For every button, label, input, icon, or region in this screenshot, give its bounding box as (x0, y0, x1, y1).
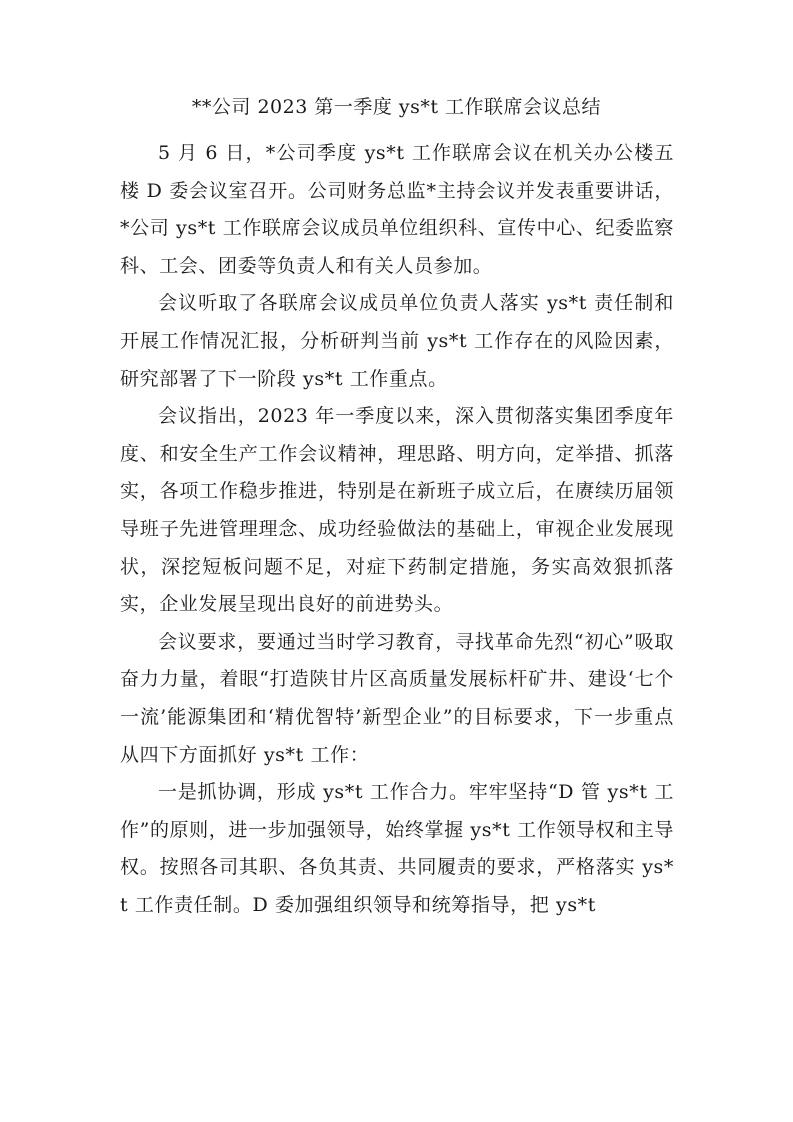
paragraph-point-one: 一是抓协调，形成 ys*t 工作合力。牢牢坚持“D 管 ys*t 工作”的原则，进一步加强领导，始终掌握 ys*t 工作领导权和主导权。按照各司其职、各负其责、共同履责的要求，严格落实 ys*t 工作责任制。D 委加强组织领导和统筹指导，把 ys*t (120, 781, 674, 916)
document-body (120, 135, 674, 924)
paragraph-reports: 会议听取了各联席会议成员单位负责人落实 ys*t 责任制和开展工作情况汇报，分析研判当前 ys*t 工作存在的风险因素，研究部署了下一阶段 ys*t 工作重点。 (120, 292, 674, 390)
paragraph-meeting-intro: 5 月 6 日，*公司季度 ys*t 工作联席会议在机关办公楼五楼 D 委会议室召开。公司财务总监*主持会议并发表重要讲话，*公司 ys*t 工作联席会议成员单位组织科、宣传中心、纪委监察科、工会、团委等负责人和有关人员参加。 (120, 142, 674, 277)
paragraph-requirements: 会议要求，要通过当时学习教育，寻找革命先烈“初心”吸取奋力力量，着眼“打造陕甘片区高质量发展标杆矿井、建设‘七个一流’能源集团和‘精优智特’新型企业”的目标要求，下一步重点从四下方面抓好 ys*t 工作： (120, 630, 674, 766)
paragraph-meeting-notes: 会议指出，2023 年一季度以来，深入贯彻落实集团季度年度、和安全生产工作会议精神，理思路、明方向，定举措、抓落实，各项工作稳步推进，特别是在新班子成立后，在赓续历届领导班子先进管理理念、成功经验做法的基础上，审视企业发展现状，深挖短板问题不足，对症下药制定措施，务实高效狠抓落实，企业发展呈现出良好的前进势头。 (120, 405, 674, 616)
document-title: **公司 2023 第一季度 ys*t 工作联席会议总结 (191, 96, 602, 118)
